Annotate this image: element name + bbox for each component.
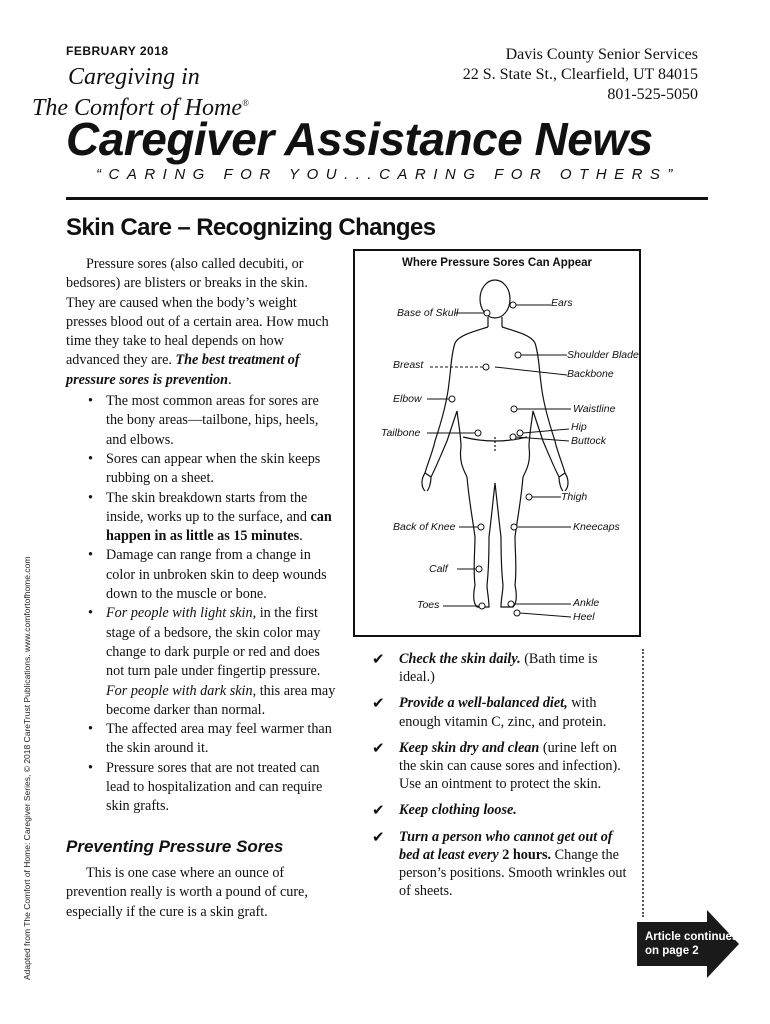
bullet-text-2: this area may become darker than normal. [106, 682, 336, 718]
list-item [372, 801, 634, 819]
org-phone: 801-525-5050 [607, 86, 698, 103]
header-rule [66, 197, 708, 200]
intro-paragraph [66, 255, 338, 390]
label-waistline: Waistline [573, 403, 616, 415]
org-address: 22 S. State St., Clearfield, UT 84015 [462, 66, 698, 83]
bullet-list [66, 392, 338, 817]
label-base-of-skull: Base of Skull [397, 307, 459, 319]
tip-text: Change the person’s positions. Smooth wrinkles out of sheets. [399, 846, 627, 900]
bullet-bold-text: can happen in as little as 15 minutes [106, 508, 332, 545]
registered-mark: ® [242, 98, 249, 108]
continue-label [645, 930, 738, 958]
list-item [66, 489, 338, 547]
tip-heading: Check the skin daily. [399, 651, 521, 667]
column-divider [642, 649, 644, 917]
closing-paragraph: This is one case where an ounce of prevention really is worth a pound of cure, especially if the cure is a skin graft. [66, 864, 308, 920]
list-item [66, 392, 338, 450]
checkmark-icon: ✔ [372, 694, 385, 713]
diagram-title: Where Pressure Sores Can Appear [401, 257, 593, 269]
bullet-text-end: . [299, 528, 303, 545]
list-item [66, 720, 338, 759]
checkmark-icon: ✔ [372, 650, 385, 668]
label-breast: Breast [393, 359, 424, 371]
bullet-text: The most common areas for sores are the bony areas—tailbone, hips, heels, and elbows. [106, 393, 319, 448]
continue-line-2: on page 2 [645, 945, 699, 957]
masthead-title: Caregiver Assistance News [66, 113, 653, 165]
checkmark-icon: ✔ [372, 801, 385, 820]
tips-list [372, 650, 634, 900]
label-tailbone: Tailbone [381, 427, 421, 439]
list-item [66, 546, 338, 604]
article-title: Skin Care – Recognizing Changes [66, 214, 436, 241]
list-item [372, 739, 634, 794]
label-calf: Calf [429, 563, 448, 575]
list-item [66, 450, 338, 489]
list-item [66, 604, 338, 720]
bullet-text: The skin breakdown starts from the inside, works up to the surface, and [106, 489, 311, 525]
brand-line-2-text: The Comfort of Home [32, 95, 242, 121]
bullet-text: Pressure sores that are not treated can lead to hospitalization and can require skin grafts. [106, 759, 323, 815]
label-toes: Toes [417, 599, 440, 611]
bullet-italic-text: For people with light skin, [106, 605, 257, 622]
tip-heading: Keep skin dry and clean [399, 739, 540, 756]
intro-emphasis: The best treatment of pressure sores is prevention [66, 352, 300, 388]
issue-date: FEBRUARY 2018 [66, 44, 169, 58]
bullet-text: Damage can range from a change in color in unbroken skin to deep wounds down to the muscle or bone. [106, 547, 327, 603]
bullet-italic-text-2: For people with dark skin, [106, 682, 257, 699]
article-left-column [66, 255, 338, 922]
tagline: “CARING FOR YOU...CARING FOR OTHERS” [96, 166, 680, 183]
checkmark-icon: ✔ [372, 738, 385, 757]
label-ankle: Ankle [573, 597, 600, 609]
tip-text: with enough vitamin C, zinc, and protein. [399, 695, 607, 730]
article-continues-arrow[interactable] [637, 910, 741, 978]
label-kneecaps: Kneecaps [573, 521, 620, 533]
label-heel: Heel [573, 611, 595, 623]
brand-line-1: Caregiving in [68, 64, 200, 90]
list-item [372, 650, 634, 686]
list-item [372, 828, 634, 901]
tip-heading: Keep clothing loose. [399, 802, 517, 819]
bullet-text: Sores can appear when the skin keeps rubbing on a sheet. [106, 450, 321, 487]
intro-end: . [228, 371, 232, 388]
prevention-tips [372, 650, 634, 908]
label-hip: Hip [571, 421, 587, 433]
org-name: Davis County Senior Services [505, 46, 698, 63]
tip-heading-2: 2 hours. [502, 846, 552, 863]
label-buttock: Buttock [571, 435, 607, 447]
pressure-sore-diagram [353, 249, 641, 637]
bullet-text: in the first stage of a bedsore, the skin color may change to dark purple or red and does not turn pale under fingertip pressure. [106, 605, 321, 680]
org-contact [463, 45, 698, 105]
label-elbow: Elbow [393, 393, 422, 405]
list-item [66, 759, 338, 817]
intro-text: Pressure sores (also called decubiti, or bedsores) are blisters or breaks in the skin. They are caused when the body’s weight presses blood out of a certain area. How much time they take to heal depends on how advanced they are. [66, 256, 329, 369]
header-left [32, 44, 249, 121]
tip-heading: Provide a well-balanced diet, [399, 695, 568, 712]
tip-text: (urine left on the skin can cause sores and infection). Use an ointment to protect the skin. [399, 739, 621, 793]
label-shoulder-blade: Shoulder Blade [567, 349, 639, 361]
continue-line-1: Article continues [645, 931, 739, 943]
bullet-text: The affected area may feel warmer than the skin around it. [106, 721, 332, 757]
section-heading: Preventing Pressure Sores [66, 836, 284, 856]
label-back-of-knee: Back of Knee [393, 521, 456, 533]
copyright-credit: Adapted from The Comfort of Home: Caregiver Series, © 2018 CareTrust Publications. www.comfortofhome.com [22, 556, 32, 980]
checkmark-icon: ✔ [372, 827, 385, 846]
label-backbone: Backbone [567, 368, 614, 380]
tip-heading: Turn a person who cannot get out of bed at least every [399, 828, 613, 863]
list-item [372, 694, 634, 730]
label-ears: Ears [551, 297, 573, 309]
label-thigh: Thigh [561, 491, 588, 503]
tip-text: (Bath time is ideal.) [399, 651, 598, 686]
